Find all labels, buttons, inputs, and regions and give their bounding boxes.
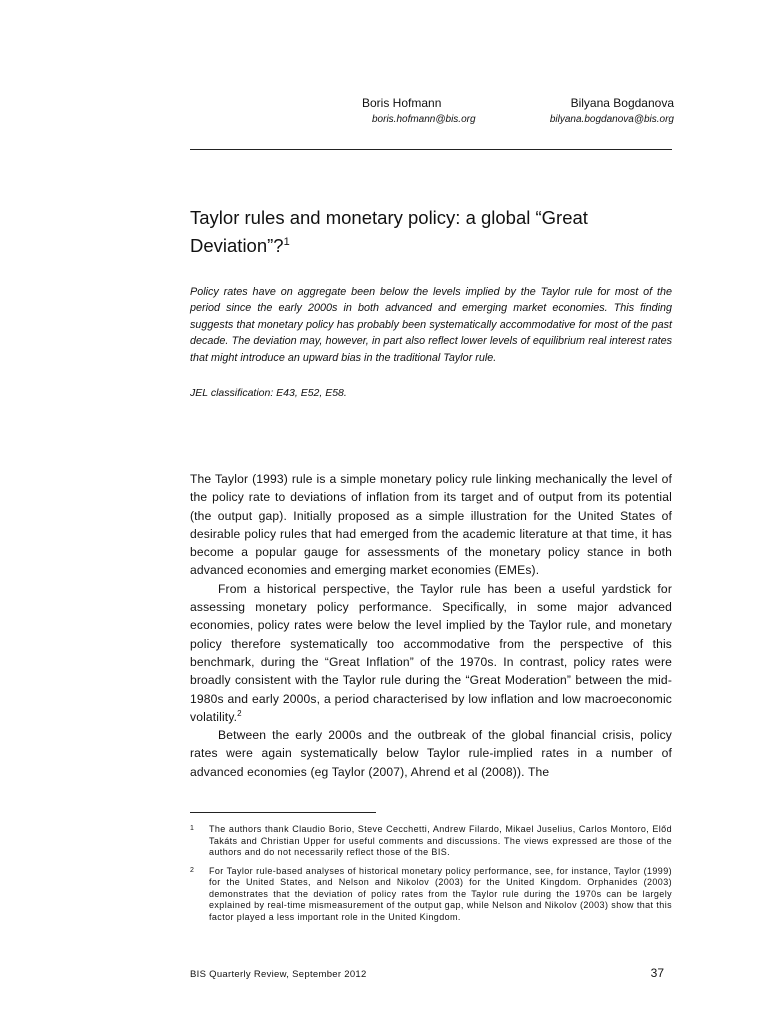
page-number: 37: [650, 966, 664, 980]
title-text: Taylor rules and monetary policy: a global “Great Deviation”?: [190, 207, 588, 257]
footnote: [190, 866, 672, 924]
footnote: [190, 824, 672, 859]
author-names: [362, 96, 674, 110]
footnote-text: For Taylor rule-based analyses of historical monetary policy performance, see, for instance, Taylor (1999) for the United States, and Nelson and Nikolov (2003) for the United Kingdom. Orphanides (2003) demonstrates that the deviation of policy rates from the Taylor rule during the 1970s can be largely explained by real-time mismeasurement of the output gap, while Nelson and Nikolov (2003) show that this factor played a less important role in the United Kingdom.: [209, 865, 672, 922]
author-block: [362, 96, 674, 125]
abstract: Policy rates have on aggregate been below the levels implied by the Taylor rule for most of the period since the early 2000s in both advanced and emerging market economies. This finding suggests that monetary policy has probably been systematically accommodative for most of the past decade. The deviation may, however, in part also reflect lower levels of equilibrium real interest rates that might introduce an upward bias in the traditional Taylor rule.: [190, 286, 672, 364]
article-title: [190, 205, 670, 258]
title-footnote-marker[interactable]: 1: [283, 236, 290, 248]
author-emails: [362, 110, 674, 125]
author-name: Boris Hofmann: [362, 96, 442, 110]
body-text: [190, 470, 672, 781]
footnote-number: 2: [190, 866, 195, 874]
journal-name: BIS Quarterly Review, September 2012: [190, 969, 367, 980]
paragraph-text: From a historical perspective, the Taylor rule has been a useful yardstick for assessing monetary policy performance. Specifically, in some major advanced economies, policy rates were below the level implied by the Taylor rule, and monetary policy therefore systematically too accommodative from the perspective of this benchmark, during the “Great Inflation” of the 1970s. In contrast, policy rates were broadly consistent with the Taylor rule during the “Great Moderation” between the mid-1980s and early 2000s, a period characterised by low inflation and low macroeconomic volatility.: [190, 581, 672, 724]
footnote-text: The authors thank Claudio Borio, Steve Cecchetti, Andrew Filardo, Mikael Juselius, Carlos Montoro, Előd Takáts and Christian Upper for useful comments and discussions. The views expressed are those of the authors and do not necessarily reflect those of the BIS.: [209, 824, 672, 857]
body-paragraph: Between the early 2000s and the outbreak of the global financial crisis, policy rates were again systematically below Taylor rule-implied rates in a number of advanced economies (eg Taylor (2007), Ahrend et al (2008)). The: [190, 728, 672, 779]
footnote-separator: [190, 812, 376, 813]
body-paragraph: [190, 580, 672, 726]
author-name: Bilyana Bogdanova: [570, 96, 674, 110]
header-rule: [190, 149, 672, 150]
page-footer: [190, 966, 664, 980]
body-paragraph: The Taylor (1993) rule is a simple monetary policy rule linking mechanically the level of the policy rate to deviations of inflation from its target and of output from its potential (the output gap). Initially proposed as a simple illustration for the United States of desirable policy rules that had emerged from the academic literature at that time, it has become a popular gauge for assessments of the monetary policy stance in both advanced economies and emerging market economies (EMEs).: [190, 472, 672, 578]
footnote-marker[interactable]: 2: [237, 708, 242, 718]
author-email: bilyana.bogdanova@bis.org: [549, 114, 674, 125]
footnotes: [190, 824, 672, 930]
author-email: boris.hofmann@bis.org: [372, 114, 476, 125]
jel-classification: JEL classification: E43, E52, E58.: [190, 387, 347, 399]
footnote-number: 1: [190, 825, 195, 832]
